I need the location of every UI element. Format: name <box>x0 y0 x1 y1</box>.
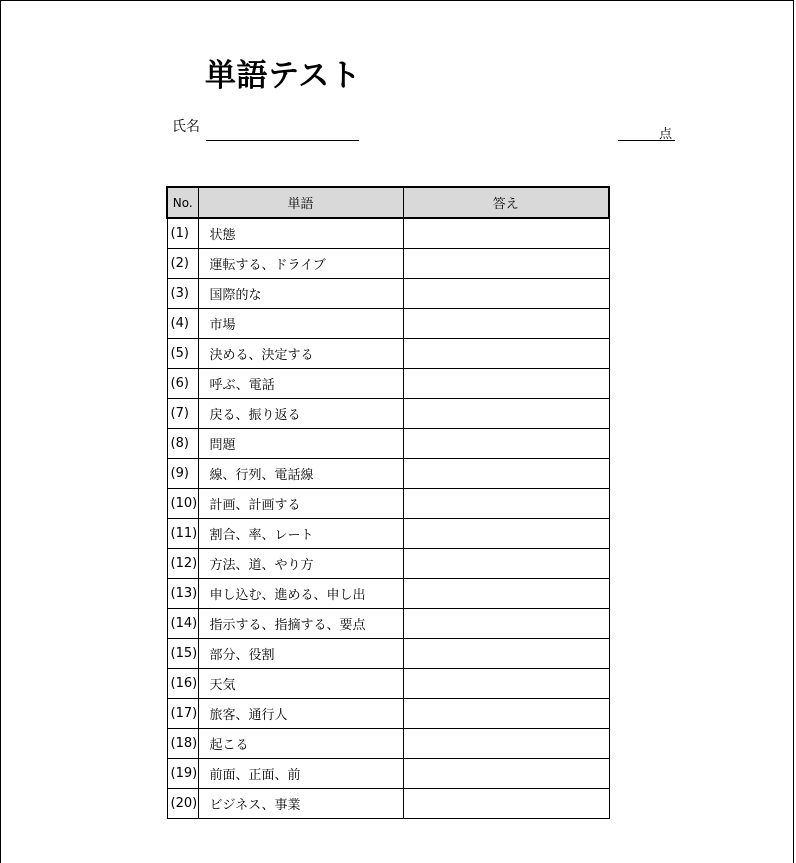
table-row <box>167 489 609 519</box>
table-row <box>167 639 609 669</box>
answer-cell[interactable] <box>403 489 609 519</box>
table-row <box>167 218 609 249</box>
table-row <box>167 729 609 759</box>
table-row <box>167 519 609 549</box>
score-field <box>618 122 675 141</box>
answer-cell[interactable] <box>403 309 609 339</box>
table-row <box>167 549 609 579</box>
table-row <box>167 309 609 339</box>
vocab-word: 申し込む、進める、申し出 <box>198 579 403 609</box>
table-row <box>167 759 609 789</box>
answer-cell[interactable] <box>403 519 609 549</box>
answer-cell[interactable] <box>403 369 609 399</box>
answer-cell[interactable] <box>403 729 609 759</box>
row-number: (11) <box>167 519 198 549</box>
answer-cell[interactable] <box>403 579 609 609</box>
row-number: (19) <box>167 759 198 789</box>
row-number: (18) <box>167 729 198 759</box>
table-row <box>167 369 609 399</box>
name-label: 氏名 <box>172 119 200 135</box>
row-number: (9) <box>167 459 198 489</box>
answer-cell[interactable] <box>403 549 609 579</box>
vocab-word: 旅客、通行人 <box>198 699 403 729</box>
answer-cell[interactable] <box>403 789 609 819</box>
table-row <box>167 249 609 279</box>
table-row <box>167 429 609 459</box>
row-number: (20) <box>167 789 198 819</box>
row-number: (10) <box>167 489 198 519</box>
vocab-word: 指示する、指摘する、要点 <box>198 609 403 639</box>
answer-cell[interactable] <box>403 639 609 669</box>
answer-cell[interactable] <box>403 459 609 489</box>
answer-cell[interactable] <box>403 609 609 639</box>
row-number: (12) <box>167 549 198 579</box>
row-number: (16) <box>167 669 198 699</box>
answer-cell[interactable] <box>403 429 609 459</box>
row-number: (1) <box>167 218 198 249</box>
answer-cell[interactable] <box>403 759 609 789</box>
vocab-word: 線、行列、電話線 <box>198 459 403 489</box>
page-title: 単語テスト <box>205 58 362 94</box>
answer-cell[interactable] <box>403 339 609 369</box>
vocab-word: 割合、率、レート <box>198 519 403 549</box>
answer-cell[interactable] <box>403 669 609 699</box>
vocab-word: 部分、役割 <box>198 639 403 669</box>
row-number: (15) <box>167 639 198 669</box>
row-number: (5) <box>167 339 198 369</box>
row-number: (4) <box>167 309 198 339</box>
row-number: (7) <box>167 399 198 429</box>
vocab-word: 国際的な <box>198 279 403 309</box>
vocab-word: 問題 <box>198 429 403 459</box>
vocab-word: 状態 <box>198 218 403 249</box>
vocab-word: 市場 <box>198 309 403 339</box>
name-field-line <box>206 140 359 141</box>
table-row <box>167 609 609 639</box>
vocab-word: ビジネス、事業 <box>198 789 403 819</box>
answer-cell[interactable] <box>403 249 609 279</box>
answer-cell[interactable] <box>403 218 609 249</box>
score-label: 点 <box>658 127 672 142</box>
table-row <box>167 789 609 819</box>
vocab-word: 天気 <box>198 669 403 699</box>
table-row <box>167 579 609 609</box>
vocab-word: 方法、道、やり方 <box>198 549 403 579</box>
vocab-word: 前面、正面、前 <box>198 759 403 789</box>
row-number: (13) <box>167 579 198 609</box>
column-header-no: No. <box>167 187 198 218</box>
answer-cell[interactable] <box>403 399 609 429</box>
table-header-row <box>167 187 609 218</box>
answer-cell[interactable] <box>403 699 609 729</box>
answer-cell[interactable] <box>403 279 609 309</box>
vocab-word: 決める、決定する <box>198 339 403 369</box>
table-row <box>167 339 609 369</box>
table-body <box>167 218 609 819</box>
vocab-word: 起こる <box>198 729 403 759</box>
vocab-word: 呼ぶ、電話 <box>198 369 403 399</box>
vocab-word: 戻る、振り返る <box>198 399 403 429</box>
vocab-table <box>166 186 610 819</box>
vocab-word: 計画、計画する <box>198 489 403 519</box>
table-row <box>167 279 609 309</box>
row-number: (3) <box>167 279 198 309</box>
row-number: (17) <box>167 699 198 729</box>
column-header-answer: 答え <box>403 187 609 218</box>
row-number: (14) <box>167 609 198 639</box>
row-number: (6) <box>167 369 198 399</box>
table-row <box>167 459 609 489</box>
table-row <box>167 399 609 429</box>
row-number: (2) <box>167 249 198 279</box>
vocab-word: 運転する、ドライブ <box>198 249 403 279</box>
table-row <box>167 699 609 729</box>
row-number: (8) <box>167 429 198 459</box>
table-row <box>167 669 609 699</box>
column-header-word: 単語 <box>198 187 403 218</box>
